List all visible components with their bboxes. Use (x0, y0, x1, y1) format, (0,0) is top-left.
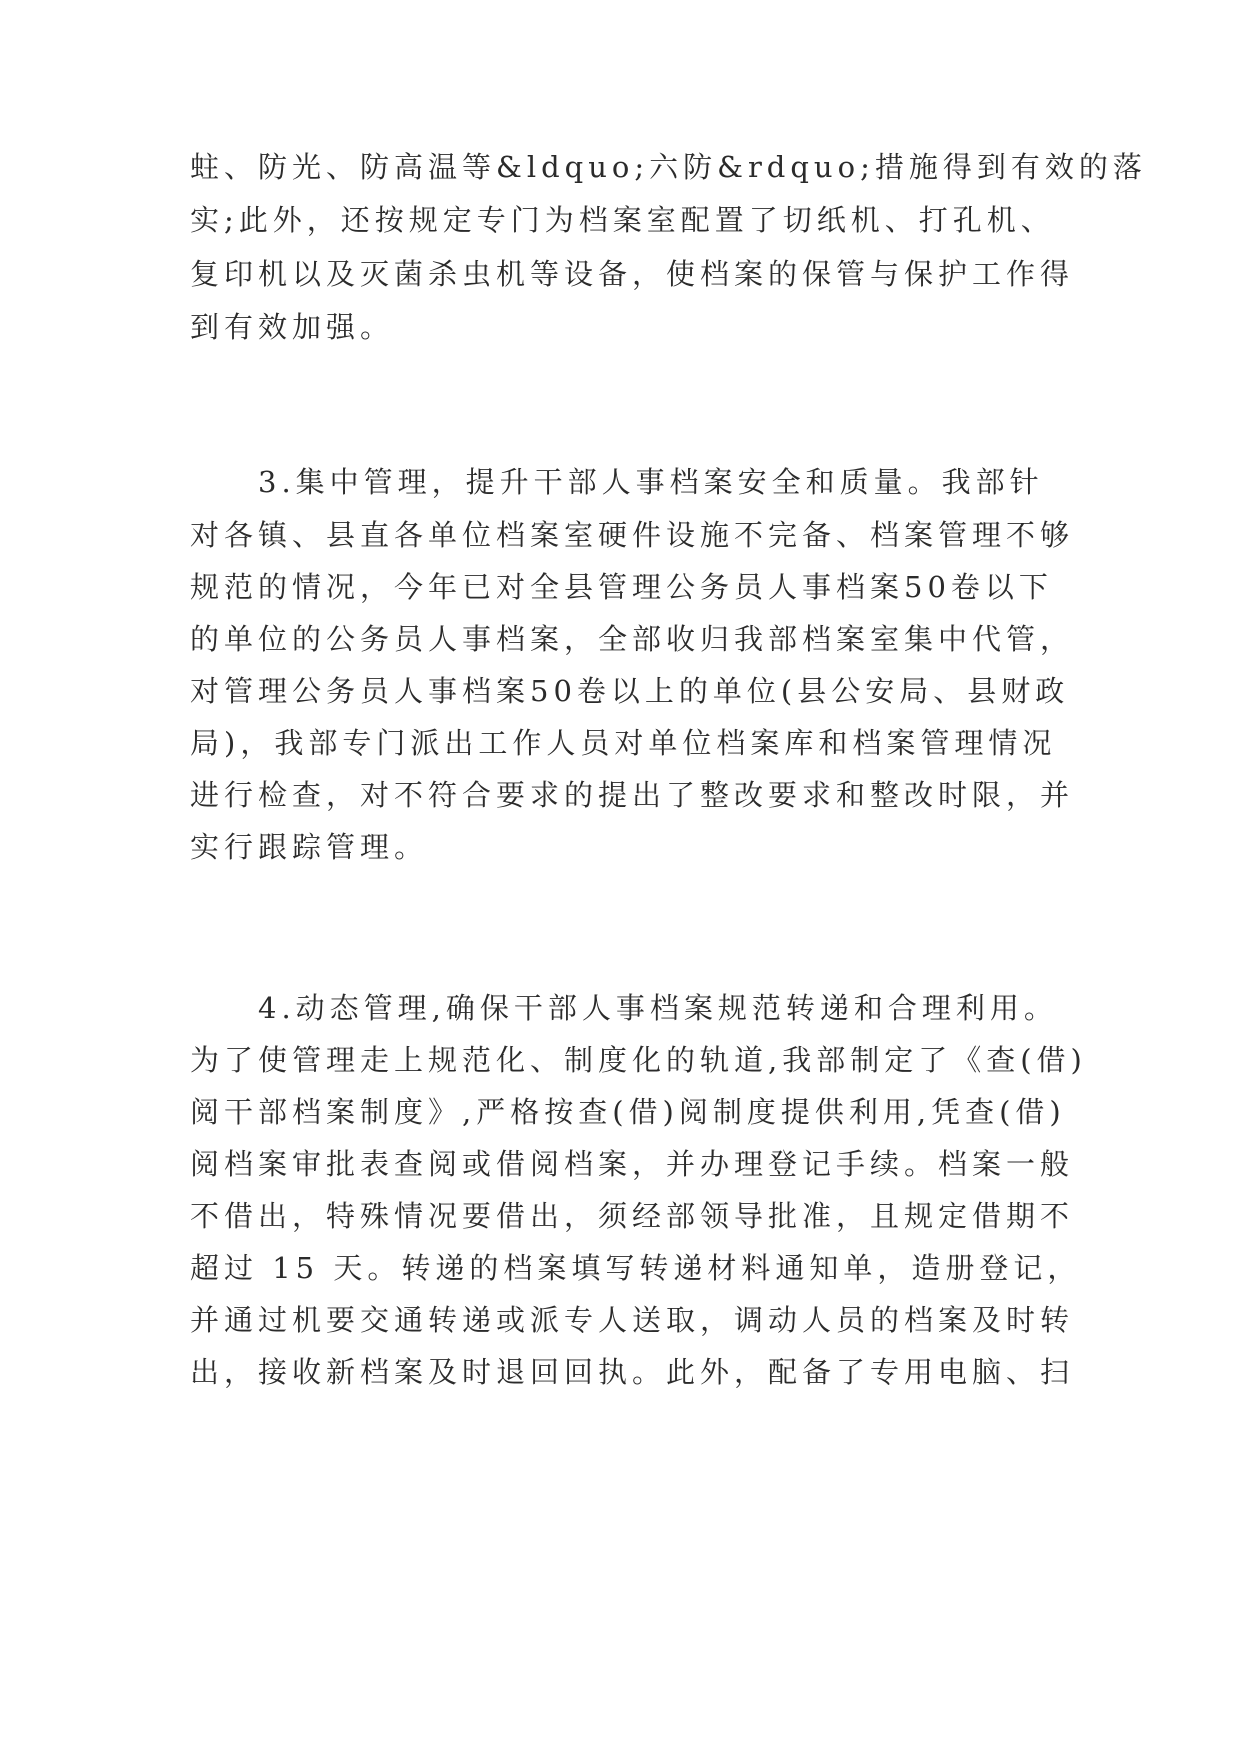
paragraph-3-line-8: 出，接收新档案及时退回回执。此外，配备了专用电脑、扫 (190, 1355, 1075, 1389)
paragraph-2-line-8: 实行跟踪管理。 (190, 830, 429, 864)
paragraph-2-line-6: 局)，我部专门派出工作人员对单位档案库和档案管理情况 (190, 726, 1057, 760)
paragraph-1-line-1: 蛀、防光、防高温等&ldquo;六防&rdquo;措施得到有效的落 (190, 150, 1147, 184)
paragraph-3-line-5: 不借出，特殊情况要借出，须经部领导批准，且规定借期不 (190, 1199, 1075, 1233)
paragraph-2-line-1: 3.集中管理，提升干部人事档案安全和质量。我部针 (258, 465, 1044, 499)
paragraph-2-line-4: 的单位的公务员人事档案，全部收归我部档案室集中代管， (190, 622, 1075, 656)
paragraph-2-line-7: 进行检查，对不符合要求的提出了整改要求和整改时限，并 (190, 778, 1075, 812)
paragraph-3-line-3: 阅干部档案制度》,严格按查(借)阅制度提供利用,凭查(借) (190, 1095, 1066, 1129)
paragraph-3-line-7: 并通过机要交通转递或派专人送取，调动人员的档案及时转 (190, 1303, 1075, 1337)
paragraph-1-line-3: 复印机以及灭菌杀虫机等设备，使档案的保管与保护工作得 (190, 257, 1075, 291)
paragraph-1-line-2: 实;此外，还按规定专门为档案室配置了切纸机、打孔机、 (190, 203, 1055, 237)
paragraph-3-line-2: 为了使管理走上规范化、制度化的轨道,我部制定了《查(借) (190, 1043, 1087, 1077)
paragraph-1-line-4: 到有效加强。 (190, 310, 395, 344)
paragraph-3-line-1: 4.动态管理,确保干部人事档案规范转递和合理利用。 (258, 991, 1058, 1025)
paragraph-2-line-5: 对管理公务员人事档案50卷以上的单位(县公安局、县财政 (190, 674, 1070, 708)
paragraph-2-line-2: 对各镇、县直各单位档案室硬件设施不完备、档案管理不够 (190, 518, 1075, 552)
paragraph-3-line-6: 超过 15 天。转递的档案填写转递材料通知单，造册登记， (190, 1251, 1082, 1285)
paragraph-2-line-3: 规范的情况，今年已对全县管理公务员人事档案50卷以下 (190, 570, 1053, 604)
paragraph-3-line-4: 阅档案审批表查阅或借阅档案，并办理登记手续。档案一般 (190, 1147, 1075, 1181)
